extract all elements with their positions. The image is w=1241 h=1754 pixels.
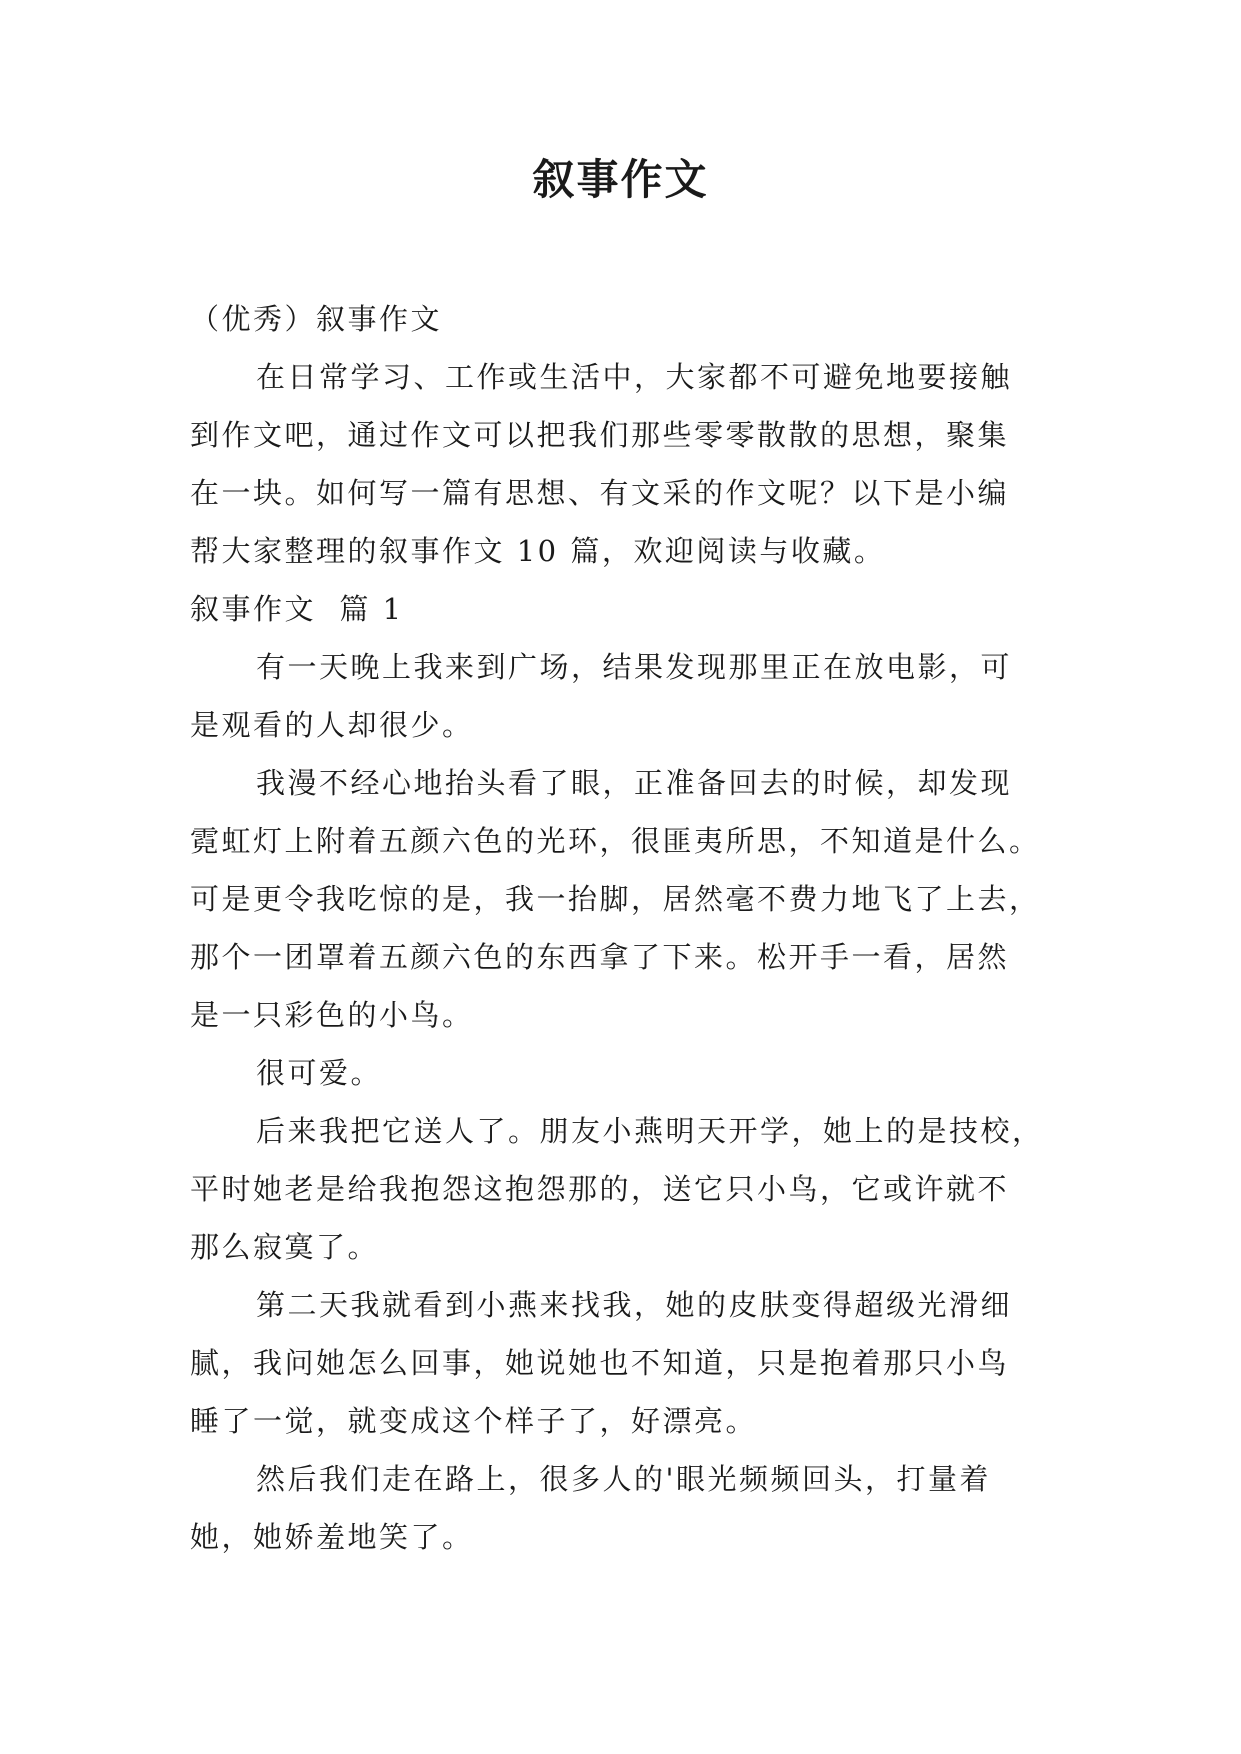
- story-paragraph: [190, 1276, 1050, 1450]
- paragraph-line: 那个一团罩着五颜六色的东西拿了下来。松开手一看，居然: [190, 940, 1010, 974]
- paragraph-line: 霓虹灯上附着五颜六色的光环，很匪夷所思，不知道是什么。: [190, 824, 1041, 858]
- paragraph-line: 是观看的人却很少。: [190, 708, 474, 742]
- document-body: [190, 290, 1050, 1566]
- paragraph-line: 后来我把它送人了。朋友小燕明天开学，她上的是技校，: [256, 1114, 1044, 1148]
- paragraph-line: 那么寂寞了。: [190, 1230, 380, 1264]
- intro-paragraph: [190, 348, 1050, 580]
- document-title: 叙事作文: [532, 155, 709, 204]
- paragraph-line: 她，她娇羞地笑了。: [190, 1520, 474, 1554]
- paragraph-line: 我漫不经心地抬头看了眼，正准备回去的时候，却发现: [256, 766, 1013, 800]
- paragraph-line: 然后我们走在路上，很多人的'眼光频频回头，打量着: [256, 1462, 991, 1496]
- paragraph-line: 腻，我问她怎么回事，她说她也不知道，只是抱着那只小鸟: [190, 1346, 1010, 1380]
- paragraph-line: 可是更令我吃惊的是，我一抬脚，居然毫不费力地飞了上去，: [190, 882, 1041, 916]
- paragraph-line: 平时她老是给我抱怨这抱怨那的，送它只小鸟，它或许就不: [190, 1172, 1010, 1206]
- section-heading: 叙事作文 篇 1: [190, 592, 404, 626]
- paragraph-line: 第二天我就看到小燕来找我，她的皮肤变得超级光滑细: [256, 1288, 1013, 1322]
- intro-line: 帮大家整理的叙事作文 10 篇，欢迎阅读与收藏。: [190, 534, 886, 568]
- paragraph-line: 很可爱。: [256, 1056, 383, 1090]
- story-paragraph: [190, 1102, 1050, 1276]
- story-paragraph: [190, 754, 1050, 1044]
- document-subtitle: （优秀）叙事作文: [190, 302, 443, 336]
- intro-line: 到作文吧，通过作文可以把我们那些零零散散的思想，聚集: [190, 418, 1010, 452]
- paragraph-line: 有一天晚上我来到广场，结果发现那里正在放电影，可: [256, 650, 1013, 684]
- story-paragraph: [190, 1450, 1050, 1566]
- story-paragraph: [190, 638, 1050, 754]
- paragraph-line: 是一只彩色的小鸟。: [190, 998, 474, 1032]
- intro-line: 在一块。如何写一篇有思想、有文采的作文呢？以下是小编: [190, 476, 1010, 510]
- paragraph-line: 睡了一觉，就变成这个样子了，好漂亮。: [190, 1404, 758, 1438]
- intro-line: 在日常学习、工作或生活中，大家都不可避免地要接触: [256, 360, 1013, 394]
- story-paragraph: [190, 1044, 1050, 1102]
